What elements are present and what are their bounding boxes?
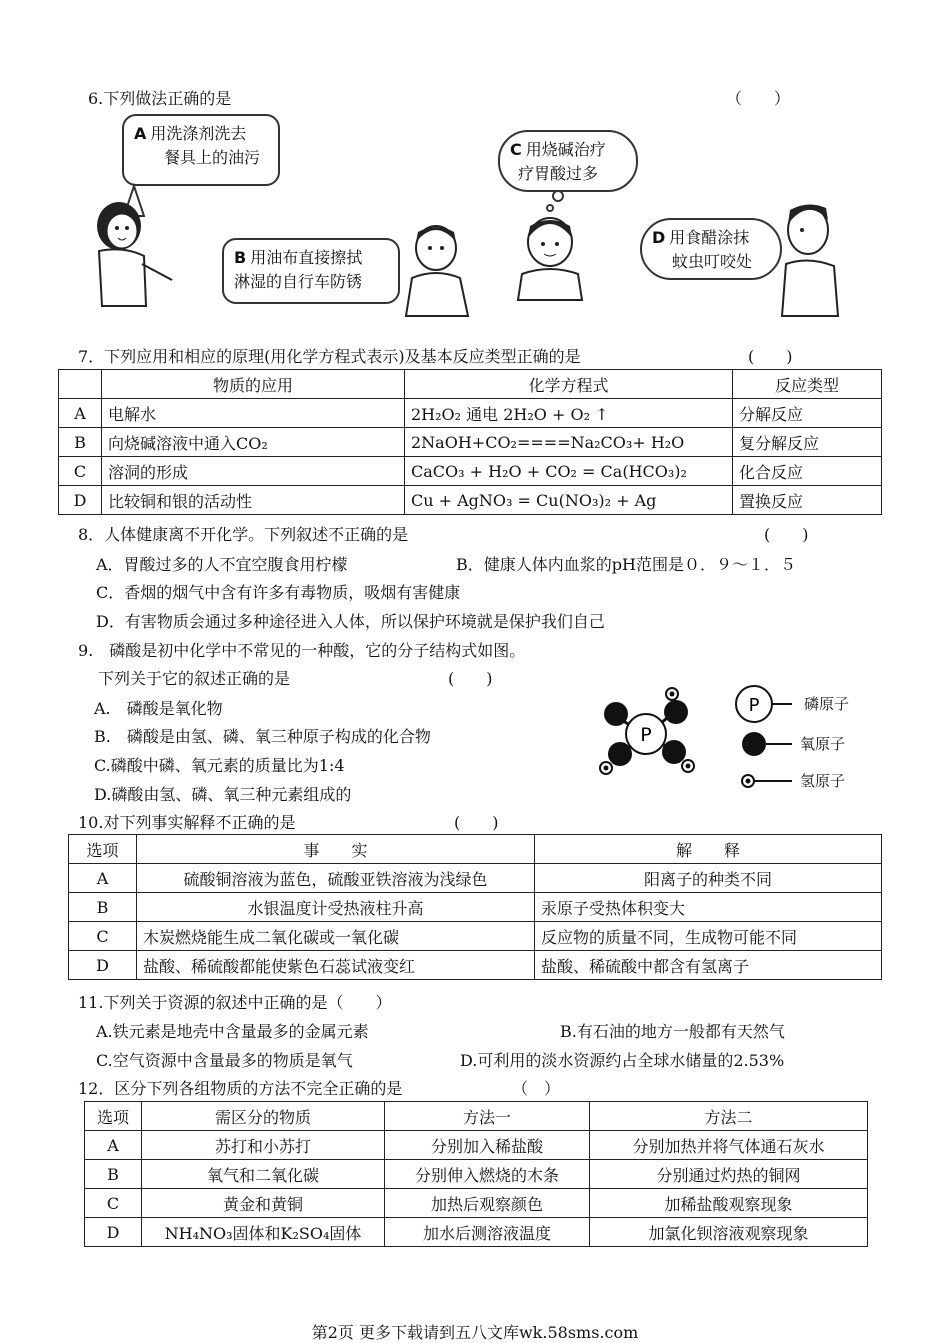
q12-stem: 12．区分下列各组物质的方法不完全正确的是 (78, 1079, 403, 1098)
table-cell: D (59, 486, 102, 515)
boy-b-illustration (398, 218, 478, 318)
table-row (69, 893, 882, 922)
q11-option-a: A.铁元素是地壳中含量最多的金属元素 (96, 1022, 369, 1041)
q7-table (58, 369, 882, 515)
table-header: 方法一 (385, 1102, 590, 1131)
bubble-b-line1: 用油布直接擦拭 (250, 248, 363, 267)
boy-c-illustration (512, 212, 592, 302)
thought-dots (540, 190, 570, 214)
table-cell: 分别加入稀盐酸 (385, 1131, 590, 1160)
q6-stem: 6.下列做法正确的是 (88, 89, 232, 108)
q12-paren: （ ） (512, 1079, 561, 1098)
table-cell: 2H₂O₂ 通电 2H₂O + O₂ ↑ (405, 399, 733, 428)
table-cell: D (69, 951, 137, 980)
q9-stem2: 下列关于它的叙述正确的是 (98, 669, 291, 688)
q9-option-d: D.磷酸由氢、磷、氧三种元素组成的 (94, 785, 352, 804)
table-cell: 溶洞的形成 (102, 457, 405, 486)
table-header: 物质的应用 (102, 370, 405, 399)
table-cell: 硫酸铜溶液为蓝色，硫酸亚铁溶液为浅绿色 (137, 864, 535, 893)
bubble-a-line1: 用洗涤剂洗去 (150, 124, 247, 143)
bubble-d-letter: D (652, 228, 666, 247)
table-header: 需区分的物质 (142, 1102, 385, 1131)
oxygen-atom (664, 700, 688, 724)
table-cell: 向烧碱溶液中通入CO₂ (102, 428, 405, 457)
q11-option-b: B.有石油的地方一般都有天然气 (560, 1022, 785, 1041)
q9-paren: ( ) (448, 669, 493, 688)
q6-paren: （ ） (726, 89, 791, 108)
table-cell: A (59, 399, 102, 428)
table-cell: C (59, 457, 102, 486)
q8-paren: ( ) (764, 525, 809, 544)
atom-legend-icons (730, 684, 800, 794)
bubble-c-line2: 疗胃酸过多 (518, 164, 599, 183)
table-cell: 分别加热并将气体通石灰水 (590, 1131, 868, 1160)
q10-paren: ( ) (454, 813, 499, 832)
table-header-row (85, 1102, 868, 1131)
table-cell: CaCO₃ + H₂O + CO₂ = Ca(HCO₃)₂ (405, 457, 733, 486)
table-cell: C (85, 1189, 142, 1218)
phosphorus-symbol: P (640, 724, 652, 746)
legend-hydrogen-label: 氢原子 (800, 772, 846, 790)
table-row (85, 1131, 868, 1160)
table-header: 解 释 (535, 835, 882, 864)
table-row (69, 864, 882, 893)
table-cell: 氧气和二氧化碳 (142, 1160, 385, 1189)
q12-table (84, 1101, 868, 1247)
bubble-c-letter: C (510, 140, 522, 159)
q10-stem: 10.对下列事实解释不正确的是 (78, 813, 296, 832)
table-cell: 分解反应 (733, 399, 882, 428)
table-cell: 阳离子的种类不同 (535, 864, 882, 893)
bubble-a-letter: A (134, 124, 147, 143)
q11-stem: 11.下列关于资源的叙述中正确的是（ ） (78, 993, 392, 1012)
bubble-b (222, 238, 400, 304)
q8-stem: 8．人体健康离不开化学。下列叙述不正确的是 (78, 525, 409, 544)
table-cell: 盐酸、稀硫酸中都含有氢离子 (535, 951, 882, 980)
table-row (59, 399, 882, 428)
table-cell: 分别伸入燃烧的木条 (385, 1160, 590, 1189)
oxygen-atom (662, 740, 686, 764)
table-header-row (69, 835, 882, 864)
table-cell: 2NaOH+CO₂====Na₂CO₃+ H₂O (405, 428, 733, 457)
table-cell: Cu + AgNO₃ = Cu(NO₃)₂ + Ag (405, 486, 733, 515)
q8-option-c: C．香烟的烟气中含有许多有毒物质，吸烟有害健康 (96, 583, 461, 602)
table-cell: 化合反应 (733, 457, 882, 486)
table-row (59, 457, 882, 486)
phosphoric-acid-molecule (594, 682, 706, 782)
bubble-d (640, 218, 782, 280)
table-cell: 加稀盐酸观察现象 (590, 1189, 868, 1218)
table-cell: 黄金和黄铜 (142, 1189, 385, 1218)
table-cell: 木炭燃烧能生成二氧化碳或一氧化碳 (137, 922, 535, 951)
table-header-row (59, 370, 882, 399)
q9-option-b: B. 磷酸是由氢、磷、氧三种原子构成的化合物 (94, 727, 431, 746)
q7-stem: 7．下列应用和相应的原理(用化学方程式表示)及基本反应类型正确的是 (78, 347, 581, 366)
table-cell: 置换反应 (733, 486, 882, 515)
q8-option-b: B．健康人体内血浆的pH范围是０．９～１．５ (456, 555, 796, 574)
q9-option-a: A. 磷酸是氧化物 (94, 699, 223, 718)
girl-illustration (84, 176, 174, 316)
bubble-b-letter: B (234, 248, 247, 267)
table-cell: 加水后测溶液温度 (385, 1218, 590, 1247)
bubble-c-line1: 用烧碱治疗 (525, 140, 606, 159)
q9-option-c: C.磷酸中磷、氧元素的质量比为1:4 (94, 756, 345, 775)
table-cell: 加氯化钡溶液观察现象 (590, 1218, 868, 1247)
table-row (59, 428, 882, 457)
table-cell: 复分解反应 (733, 428, 882, 457)
bubble-d-line1: 用食醋涂抹 (669, 228, 750, 247)
q7-paren: ( ) (748, 347, 793, 366)
table-header: 选项 (85, 1102, 142, 1131)
table-cell: 电解水 (102, 399, 405, 428)
table-header: 选项 (69, 835, 137, 864)
q8-option-d: D．有害物质会通过多种途径进入人体，所以保护环境就是保护我们自己 (96, 612, 605, 631)
table-header: 化学方程式 (405, 370, 733, 399)
bubble-a-line2: 餐具上的油污 (164, 148, 261, 167)
q11-option-d: D.可利用的淡水资源约占全球水储量的2.53% (460, 1051, 785, 1070)
table-cell: 盐酸、稀硫酸都能使紫色石蕊试液变红 (137, 951, 535, 980)
oxygen-atom (608, 742, 632, 766)
table-row (69, 951, 882, 980)
q8-option-a: A．胃酸过多的人不宜空腹食用柠檬 (96, 555, 348, 574)
oxygen-legend-icon (742, 732, 766, 756)
table-cell: A (85, 1131, 142, 1160)
table-row (85, 1189, 868, 1218)
bubble-b-line2: 淋湿的自行车防锈 (234, 272, 363, 291)
table-row (69, 922, 882, 951)
q9-stem: 9. 磷酸是初中化学中不常见的一种酸，它的分子结构式如图。 (78, 641, 526, 660)
boy-d-illustration (778, 198, 842, 318)
bubble-d-line2: 蚊虫叮咬处 (672, 252, 753, 271)
table-header: 反应类型 (733, 370, 882, 399)
q10-table (68, 834, 882, 980)
table-cell: 苏打和小苏打 (142, 1131, 385, 1160)
table-row (85, 1160, 868, 1189)
table-cell: B (59, 428, 102, 457)
page-footer: 第2页 更多下载请到五八文库wk.58sms.com (311, 1323, 639, 1342)
q11-option-c: C.空气资源中含量最多的物质是氧气 (96, 1051, 353, 1070)
table-cell: 比较铜和银的活动性 (102, 486, 405, 515)
table-cell: 分别通过灼热的铜网 (590, 1160, 868, 1189)
table-cell: B (69, 893, 137, 922)
table-cell: 反应物的质量不同，生成物可能不同 (535, 922, 882, 951)
table-cell: A (69, 864, 137, 893)
phosphorus-legend-symbol: P (748, 695, 760, 716)
legend-oxygen-label: 氧原子 (800, 735, 846, 753)
table-cell: D (85, 1218, 142, 1247)
table-header: 事 实 (137, 835, 535, 864)
table-row (85, 1218, 868, 1247)
table-cell: 水银温度计受热液柱升高 (137, 893, 535, 922)
legend-phosphorus-label: 磷原子 (804, 695, 850, 713)
table-cell: NH₄NO₃固体和K₂SO₄固体 (142, 1218, 385, 1247)
table-cell: C (69, 922, 137, 951)
table-header: 方法二 (590, 1102, 868, 1131)
table-row (59, 486, 882, 515)
oxygen-atom (604, 702, 628, 726)
table-cell: B (85, 1160, 142, 1189)
bubble-c (498, 130, 638, 192)
table-cell: 加热后观察颜色 (385, 1189, 590, 1218)
table-cell: 汞原子受热体积变大 (535, 893, 882, 922)
